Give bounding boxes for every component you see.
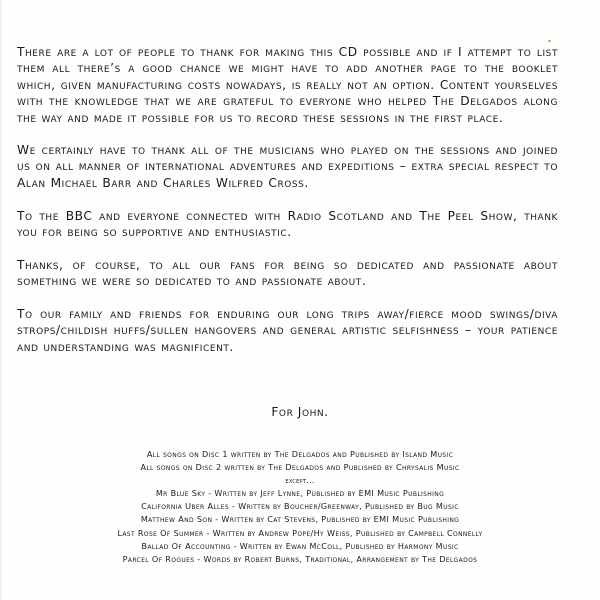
dedication: For John.: [271, 405, 329, 419]
thanks-paragraph: We certainly have to thank all of the musicians who played on the sessions and joined us on all manner of international adventures and expeditions – extra special respect to Alan Michael Barr and Charles Wilfred Cross.: [17, 143, 558, 190]
credit-song: Last Rose Of Summer - Written by Andrew Pope/Hy Weiss, Published by Campbell Connelly: [117, 527, 483, 538]
thanks-paragraph: Thanks, of course, to all our fans for being so dedicated and passionate about something we were so dedicated to and passionate about.: [17, 257, 558, 289]
credit-song: Parcel Of Rogues - Words by Robert Burns, Traditional, Arrangement by The Delgados: [122, 553, 478, 564]
credit-disc2: All songs on Disc 2 written by The Delgados and Published by Chrysalis Music: [140, 462, 460, 473]
credit-song: California Uber Alles - Written by Boucher/Greenway, Published by Bug Music: [141, 501, 459, 512]
thanks-paragraph: To the BBC and everyone connected with Radio Scotland and The Peel Show, thank you for being so supportive and enthusiastic.: [17, 208, 558, 240]
scan-speck: [548, 40, 551, 42]
thanks-paragraph: To our family and friends for enduring our long trips away/fierce mood swings/diva strops/childish huffs/sullen hangovers and general artistic selfishness – your patience and understanding was magnificent.: [17, 307, 558, 354]
thanks-paragraph: There are a lot of people to thank for making this CD possible and if I attempt to list them all there’s a good chance we might have to add another page to the booklet which, given manufacturing costs nowadays, is really not an option. Content yourselves with the knowledge that we are grateful to everyone who helped The Delgados along the way and made it possible for us to record these sessions in the first place.: [17, 45, 558, 125]
credit-song: Ballad Of Accounting - Written by Ewan McColl, Published by Harmony Music: [141, 540, 459, 551]
credit-song: Mr Blue Sky - Written by Jeff Lynne, Published by EMI Music Publishing: [155, 488, 445, 499]
song-credits: [0, 448, 600, 566]
credit-except: except...: [285, 476, 315, 486]
thanks-text: [17, 44, 558, 372]
credit-disc1: All songs on Disc 1 written by The Delgados and Published by Island Music: [146, 449, 454, 459]
credit-song: Matthew And Son - Written by Cat Stevens, Published by EMI Music Publishing: [140, 514, 460, 525]
